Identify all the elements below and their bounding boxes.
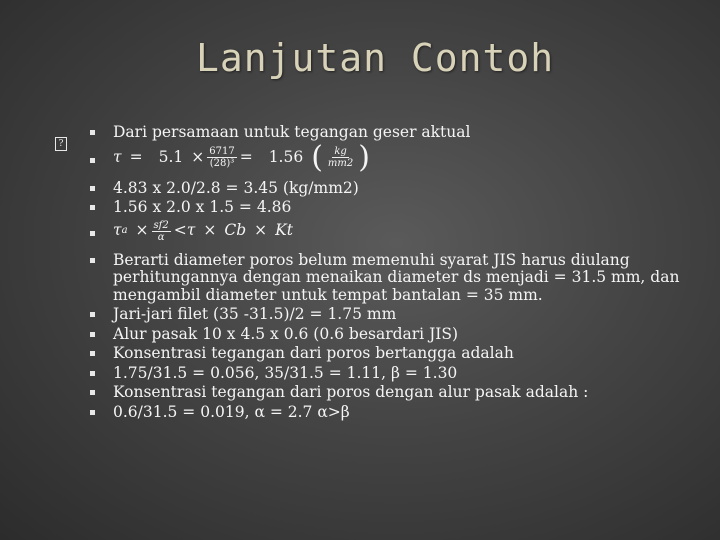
less-than-sign: < [173, 221, 187, 240]
square-bullet-icon [90, 130, 95, 135]
times-sign: × [135, 221, 149, 240]
list-item [90, 384, 690, 402]
sf-numerator: sf2 [153, 219, 169, 231]
tau-symbol: τ [113, 147, 122, 166]
fraction-denominator: (28)³ [209, 158, 235, 169]
item-text: 4.83 x 2.0/2.8 = 3.45 (kg/mm2) [113, 178, 359, 197]
square-bullet-icon [90, 312, 95, 317]
bullet-list [90, 124, 690, 423]
times-sign: × [191, 147, 205, 166]
outer-bullet-icon: ? [55, 137, 67, 151]
square-bullet-icon [90, 258, 95, 263]
item-text: Jari-jari filet (35 -31.5)/2 = 1.75 mm [113, 305, 397, 323]
list-item-equation-condition [90, 220, 690, 250]
square-bullet-icon [90, 332, 95, 337]
square-bullet-icon [90, 231, 95, 236]
item-text: Konsentrasi tegangan dari poros bertangga adalah [113, 344, 514, 362]
item-text: Konsentrasi tegangan dari poros dengan alur pasak adalah : [113, 383, 589, 401]
list-item [90, 252, 690, 305]
square-bullet-icon [90, 158, 95, 163]
square-bullet-icon [90, 205, 95, 210]
tau-symbol: τ [186, 221, 196, 240]
square-bullet-icon [90, 410, 95, 415]
sf-fraction [152, 220, 171, 243]
item-text: Dari persamaan untuk tegangan geser aktual [113, 123, 471, 141]
list-item [90, 306, 690, 324]
alpha-denominator: α [157, 231, 165, 243]
list-item [90, 345, 690, 363]
left-paren: ( [311, 139, 323, 175]
unit-denominator: mm2 [327, 158, 354, 169]
fraction-numerator: 6717 [209, 146, 235, 157]
result-value: 1.56 [268, 147, 304, 166]
square-bullet-icon [90, 186, 95, 191]
unit-numerator: kg [334, 146, 347, 157]
unit-fraction [326, 146, 355, 169]
slide-title: Lanjutan Contoh [196, 36, 555, 80]
list-item [90, 180, 690, 198]
fraction [207, 146, 236, 169]
subscript-a: a [121, 225, 128, 237]
list-item-equation-shear [90, 139, 690, 178]
square-bullet-icon [90, 371, 95, 376]
kt-term: Kt [275, 221, 293, 240]
times-sign: × [203, 221, 217, 240]
list-item [90, 124, 690, 142]
square-bullet-icon [90, 390, 95, 395]
coefficient: 5.1 [158, 147, 184, 166]
cb-term: Cb [224, 221, 247, 240]
item-text: Alur pasak 10 x 4.5 x 0.6 (0.6 besardari JIS) [113, 324, 459, 343]
item-text: 1.56 x 2.0 x 1.5 = 4.86 [113, 198, 292, 216]
list-item [90, 326, 690, 344]
list-item [90, 365, 690, 383]
item-text: Berarti diameter poros belum memenuhi syarat JIS harus diulang perhitungannya dengan menaikan diameter ds menjadi = 31.5 mm, dan mengambil diameter untuk tempat bantalan = 35 mm. [113, 250, 680, 304]
list-item [90, 199, 690, 217]
list-item [90, 404, 690, 422]
right-paren: ) [358, 139, 370, 175]
condition-inequality [113, 220, 293, 243]
times-sign: × [254, 221, 268, 240]
item-text: 0.6/31.5 = 0.019, α = 2.7 α>β [113, 402, 350, 421]
item-text: 1.75/31.5 = 0.056, 35/31.5 = 1.11, β = 1.30 [113, 363, 458, 382]
shear-stress-equation [113, 139, 370, 175]
equals-sign: = [129, 147, 143, 166]
tau-a-symbol: τ [113, 221, 122, 240]
equals-sign: = [239, 147, 253, 166]
square-bullet-icon [90, 351, 95, 356]
